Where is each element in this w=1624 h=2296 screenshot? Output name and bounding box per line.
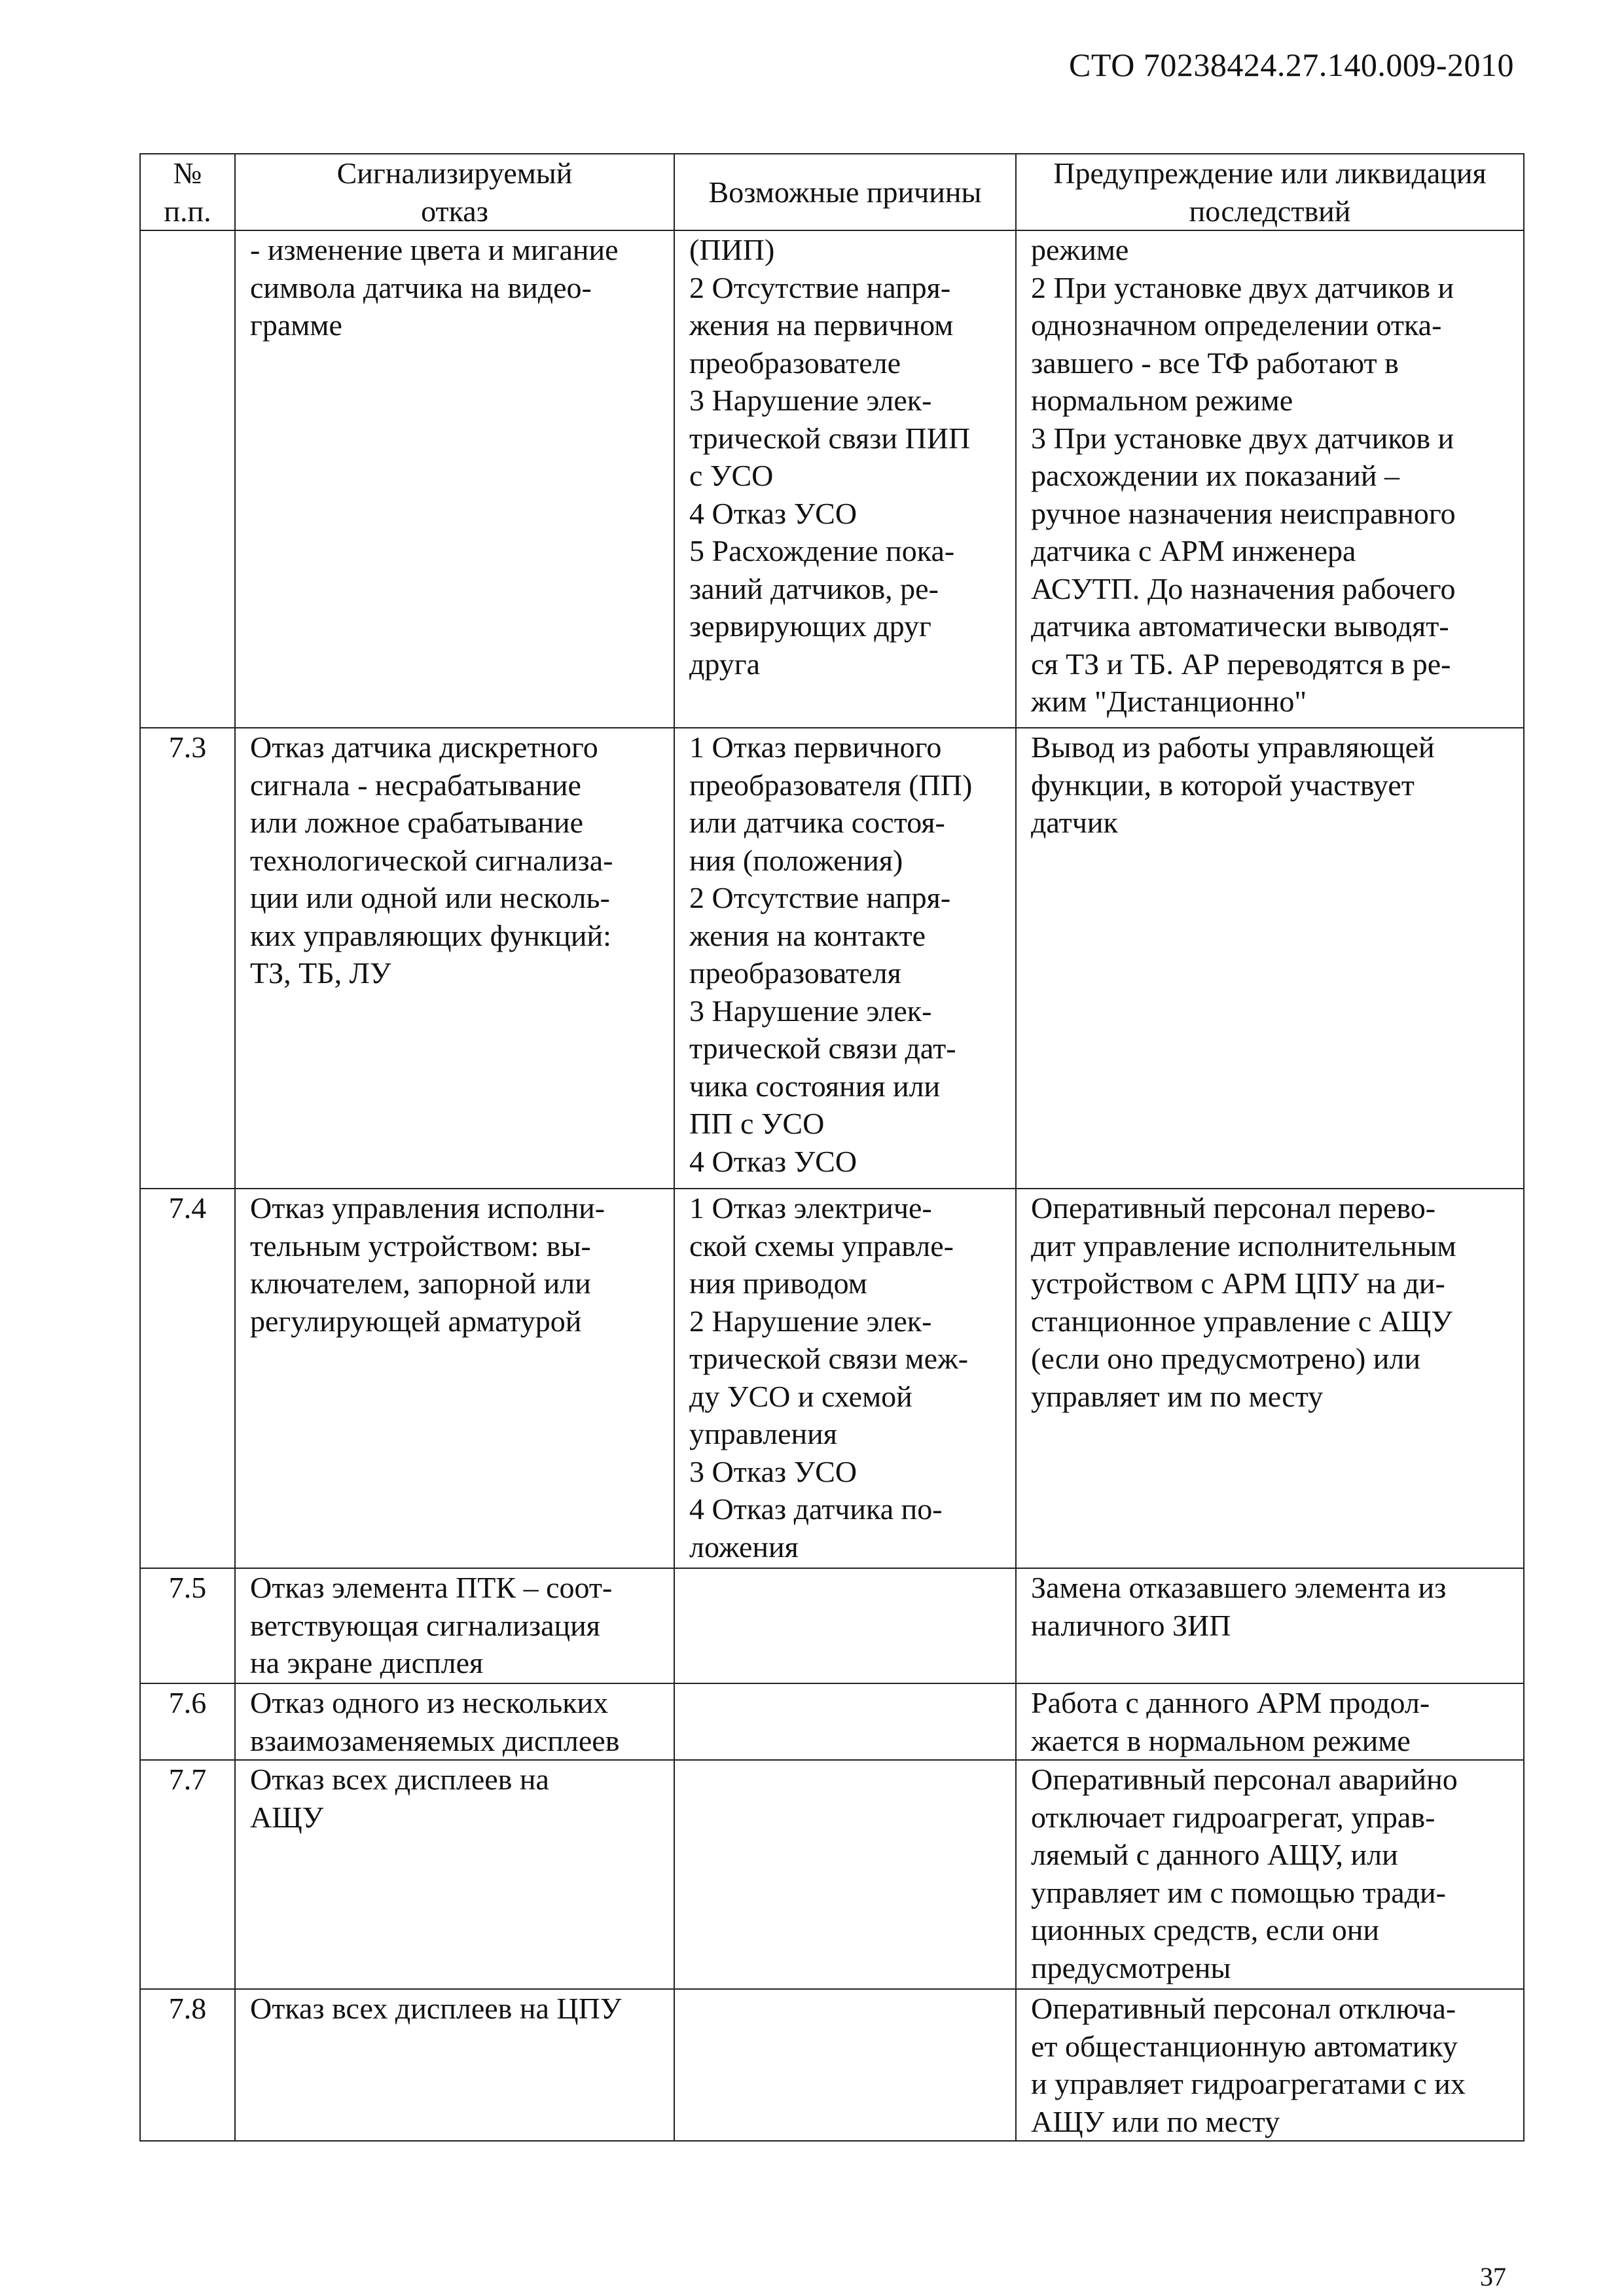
actions-line: АЩУ или по месту <box>1031 2104 1280 2138</box>
row-number <box>140 1189 235 1568</box>
actions-line: станционное управление с АЩУ <box>1031 1304 1453 1338</box>
actions-line: Оперативный персонал перево- <box>1031 1191 1436 1225</box>
causes-line: ложения <box>689 1530 799 1564</box>
failure-cell <box>235 1189 674 1568</box>
failure-line: технологической сигнализа- <box>250 843 613 877</box>
actions-line: режиме <box>1031 233 1129 266</box>
actions-line: наличного ЗИП <box>1031 1608 1231 1642</box>
row-number <box>140 1683 235 1760</box>
table-row <box>140 1989 1524 2141</box>
failure-cell <box>235 1760 674 1989</box>
failure-cell <box>235 1683 674 1760</box>
failure-line: тельным устройством: вы- <box>250 1229 591 1263</box>
actions-line: Вывод из работы управляющей <box>1031 730 1435 764</box>
causes-line: ду УСО и схемой <box>689 1379 912 1413</box>
causes-line: 4 Отказ УСО <box>689 1144 857 1178</box>
failure-line: грамме <box>250 308 342 342</box>
causes-line: 2 Отсутствие напря- <box>689 881 951 914</box>
actions-cell <box>1016 1760 1524 1989</box>
failure-line: взаимозаменяемых дисплеев <box>250 1723 620 1757</box>
causes-line: жения на контакте <box>689 918 926 952</box>
row-number-text: 7.7 <box>168 1763 207 1796</box>
actions-line: ляемый с данного АЩУ, или <box>1031 1838 1398 1871</box>
causes-line: с УСО <box>689 459 774 492</box>
causes-line: заний датчиков, ре- <box>689 571 939 605</box>
actions-line: однозначном определении отка- <box>1031 308 1442 342</box>
failure-line: АЩУ <box>250 1800 324 1834</box>
actions-line: ручное назначения неисправного <box>1031 496 1456 530</box>
failure-line: Отказ управления исполни- <box>250 1191 605 1225</box>
failure-line: ветствующая сигнализация <box>250 1608 600 1642</box>
actions-line: предусмотрены <box>1031 1950 1231 1984</box>
causes-line: 4 Отказ УСО <box>689 496 857 530</box>
causes-line: 4 Отказ датчика по- <box>689 1492 943 1526</box>
row-number-text: 7.4 <box>168 1191 207 1225</box>
actions-line: Оперативный персонал отключа- <box>1031 1992 1456 2025</box>
table-row <box>140 1189 1524 1568</box>
causes-line: преобразователя (ПП) <box>689 768 973 802</box>
row-number <box>140 1760 235 1989</box>
causes-line: или датчика состоя- <box>689 806 945 839</box>
header-actions: Предупреждение или ликвидация последствий <box>1016 154 1524 230</box>
causes-line: 3 Нарушение элек- <box>689 994 932 1028</box>
failure-line: Отказ одного из нескольких <box>250 1686 609 1719</box>
actions-line: отключает гидроагрегат, управ- <box>1031 1800 1435 1834</box>
causes-line: жения на первичном <box>689 308 954 342</box>
actions-cell <box>1016 1189 1524 1568</box>
table-header-row <box>140 154 1524 230</box>
table-row <box>140 1683 1524 1760</box>
actions-line: нормальном режиме <box>1031 384 1293 417</box>
header-failure: Сигнализируемый отказ <box>235 154 674 230</box>
causes-cell <box>674 1760 1016 1989</box>
failure-line: регулирующей арматурой <box>250 1304 582 1338</box>
actions-line: (если оно предусмотрено) или <box>1031 1342 1420 1375</box>
causes-line: 1 Отказ первичного <box>689 730 942 764</box>
causes-line: ния приводом <box>689 1266 867 1300</box>
failure-line: на экране дисплея <box>250 1646 484 1679</box>
actions-line: датчик <box>1031 806 1118 839</box>
actions-line: Замена отказавшего элемента из <box>1031 1571 1447 1604</box>
failure-line: Отказ элемента ПТК – соот- <box>250 1571 613 1604</box>
actions-line: устройством с АРМ ЦПУ на ди- <box>1031 1266 1445 1300</box>
row-number <box>140 728 235 1189</box>
actions-cell <box>1016 1683 1524 1760</box>
failure-cell <box>235 230 674 728</box>
actions-line: жается в нормальном режиме <box>1031 1723 1411 1757</box>
actions-line: и управляет гидроагрегатами с их <box>1031 2067 1466 2100</box>
failure-cell <box>235 1989 674 2141</box>
table-row <box>140 728 1524 1189</box>
causes-line: управления <box>689 1417 837 1450</box>
actions-line: Оперативный персонал аварийно <box>1031 1763 1458 1796</box>
table-row <box>140 1760 1524 1989</box>
causes-line: 3 Нарушение элек- <box>689 384 932 417</box>
actions-line: завшего - все ТФ работают в <box>1031 346 1399 380</box>
actions-line: датчика с АРМ инженера <box>1031 534 1356 567</box>
failure-line: ТЗ, ТБ, ЛУ <box>250 956 391 990</box>
failure-line: ции или одной или несколь- <box>250 881 610 914</box>
row-number <box>140 1989 235 2141</box>
causes-line: друга <box>689 647 761 681</box>
row-number <box>140 230 235 728</box>
actions-line: ционных средств, если они <box>1031 1913 1380 1946</box>
causes-line: 3 Отказ УСО <box>689 1454 857 1488</box>
failure-line: - изменение цвета и мигание <box>250 233 619 266</box>
failure-line: Отказ всех дисплеев на <box>250 1763 549 1796</box>
failure-line: Отказ всех дисплеев на ЦПУ <box>250 1992 622 2025</box>
causes-cell <box>674 728 1016 1189</box>
actions-line: жим "Дистанционно" <box>1031 685 1307 718</box>
actions-line: 2 При установке двух датчиков и <box>1031 270 1454 304</box>
failure-line: Отказ датчика дискретного <box>250 730 598 764</box>
failure-table <box>139 153 1525 2142</box>
causes-line: трической связи ПИП <box>689 421 971 455</box>
header-causes: Возможные причины <box>674 154 1016 230</box>
actions-cell <box>1016 230 1524 728</box>
causes-cell <box>674 1189 1016 1568</box>
actions-line: управляет им с помощью тради- <box>1031 1875 1446 1909</box>
header-number: № п.п. <box>140 154 235 230</box>
actions-cell <box>1016 1989 1524 2141</box>
row-number-text: 7.3 <box>168 730 207 764</box>
causes-line: преобразователя <box>689 956 901 990</box>
document-code: СТО 70238424.27.140.009-2010 <box>1069 46 1514 83</box>
causes-cell <box>674 1568 1016 1683</box>
causes-line: 2 Отсутствие напря- <box>689 270 951 304</box>
failure-line: сигнала - несрабатывание <box>250 768 581 802</box>
failure-cell <box>235 728 674 1189</box>
causes-line: чика состояния или <box>689 1069 941 1103</box>
actions-line: ет общестанционную автоматику <box>1031 2029 1458 2063</box>
failure-line: ключателем, запорной или <box>250 1266 591 1300</box>
causes-line: трической связи меж- <box>689 1342 969 1375</box>
causes-line: 5 Расхождение пока- <box>689 534 955 567</box>
failure-line: ких управляющих функций: <box>250 918 611 952</box>
row-number <box>140 1568 235 1683</box>
actions-line: датчика автоматически выводят- <box>1031 609 1449 643</box>
causes-line: 1 Отказ электриче- <box>689 1191 932 1225</box>
page-number: 37 <box>1480 2262 1506 2291</box>
causes-line: трической связи дат- <box>689 1031 956 1065</box>
actions-line: АСУТП. До назначения рабочего <box>1031 571 1456 605</box>
actions-cell <box>1016 1568 1524 1683</box>
row-number-text: 7.6 <box>168 1686 207 1719</box>
causes-line: (ПИП) <box>689 233 775 266</box>
causes-cell <box>674 1683 1016 1760</box>
failure-line: или ложное срабатывание <box>250 806 584 839</box>
failure-cell <box>235 1568 674 1683</box>
causes-line: преобразователе <box>689 346 901 380</box>
row-number-text: 7.5 <box>168 1571 207 1604</box>
causes-line: ской схемы управле- <box>689 1229 954 1263</box>
actions-cell <box>1016 728 1524 1189</box>
row-number-text: 7.8 <box>168 1992 207 2025</box>
actions-line: ся ТЗ и ТБ. АР переводятся в ре- <box>1031 647 1451 681</box>
actions-line: расхождении их показаний – <box>1031 459 1400 492</box>
causes-line: ПП с УСО <box>689 1107 825 1140</box>
table-row <box>140 230 1524 728</box>
actions-line: дит управление исполнительным <box>1031 1229 1456 1263</box>
causes-line: ния (положения) <box>689 843 903 877</box>
causes-cell <box>674 1989 1016 2141</box>
actions-line: управляет им по месту <box>1031 1379 1324 1413</box>
actions-line: Работа с данного АРМ продол- <box>1031 1686 1430 1719</box>
actions-line: 3 При установке двух датчиков и <box>1031 421 1454 455</box>
causes-line: зервирующих друг <box>689 609 931 643</box>
failure-line: символа датчика на видео- <box>250 270 592 304</box>
causes-cell <box>674 230 1016 728</box>
actions-line: функции, в которой участвует <box>1031 768 1415 802</box>
causes-line: 2 Нарушение элек- <box>689 1304 932 1338</box>
table-row <box>140 1568 1524 1683</box>
